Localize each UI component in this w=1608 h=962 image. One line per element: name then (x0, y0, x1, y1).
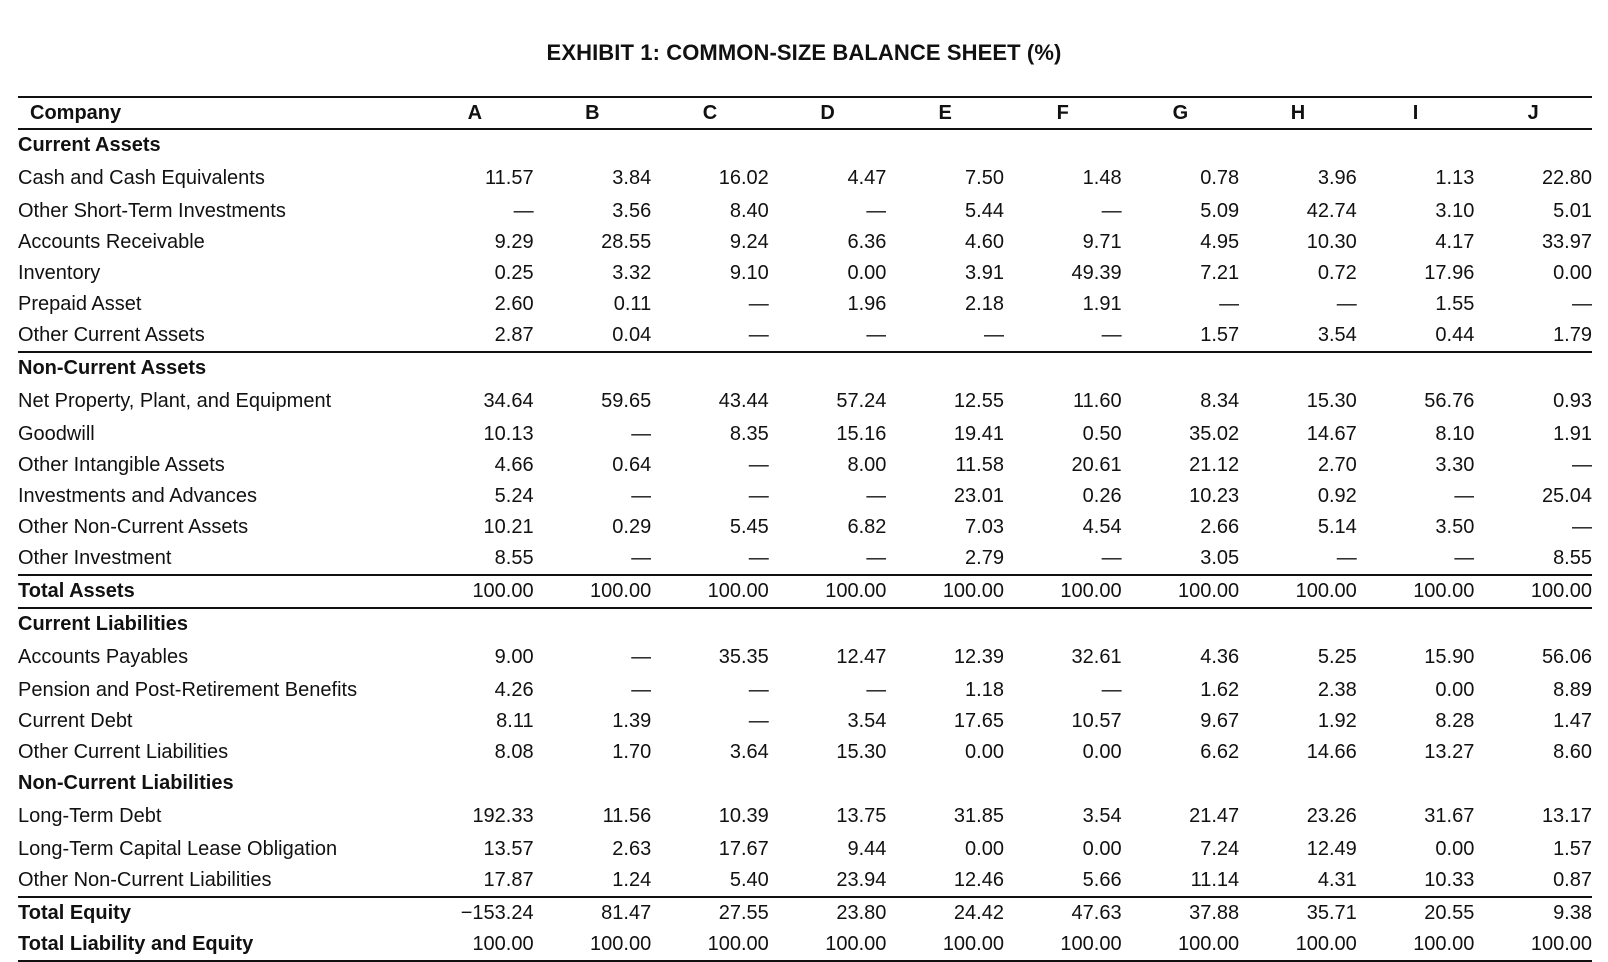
value-cell: 1.13 (1435, 167, 1475, 189)
value-cell: 0.04 (612, 324, 652, 346)
value-cell: — (1572, 293, 1592, 315)
value-cell: 33.97 (1541, 231, 1592, 253)
value-cell: — (1101, 324, 1122, 346)
value-cell: — (748, 324, 769, 346)
value-cell: 100.00 (1122, 929, 1240, 961)
value-cell: 100.00 (886, 575, 1004, 608)
value-cell: 7.03 (965, 516, 1004, 538)
value-cell: 3.56 (612, 200, 652, 222)
value-cell: 10.39 (718, 805, 769, 827)
value-cell: 17.87 (483, 869, 534, 891)
value-cell: 5.66 (1082, 869, 1122, 891)
section-header-row (18, 352, 1592, 384)
value-cell: 25.04 (1541, 485, 1592, 507)
value-cell: 19.41 (953, 423, 1004, 445)
value-cell: — (748, 710, 769, 732)
value-cell: 9.71 (1082, 231, 1122, 253)
table-row (18, 834, 1592, 865)
row-label: Other Intangible Assets (18, 454, 225, 476)
value-cell: 8.00 (847, 454, 887, 476)
value-cell: 17.67 (718, 838, 769, 860)
value-cell: 11.56 (602, 805, 652, 827)
value-cell: 0.00 (965, 838, 1004, 860)
value-cell: 3.54 (847, 710, 887, 732)
value-cell: 0.29 (612, 516, 652, 538)
value-cell: 9.10 (729, 262, 769, 284)
value-cell: 1.96 (847, 293, 887, 315)
value-cell: 100.00 (769, 929, 887, 961)
value-cell: — (631, 547, 652, 569)
column-header: J (1474, 97, 1592, 129)
value-cell: — (1572, 516, 1592, 538)
value-cell: 13.27 (1424, 741, 1475, 763)
value-cell: −153.24 (416, 897, 534, 929)
total-row (18, 897, 1592, 929)
value-cell: — (748, 454, 769, 476)
row-label: Other Current Assets (18, 324, 205, 346)
table-row (18, 675, 1592, 706)
header-company-label: Company (18, 97, 416, 129)
value-cell: — (1219, 293, 1240, 315)
value-cell: — (1101, 200, 1122, 222)
row-label: Total Assets (18, 575, 416, 608)
value-cell: 100.00 (1122, 575, 1240, 608)
value-cell: — (866, 679, 887, 701)
value-cell: — (631, 485, 652, 507)
value-cell: 0.64 (612, 454, 652, 476)
value-cell: — (748, 679, 769, 701)
row-label: Other Non-Current Liabilities (18, 869, 272, 891)
value-cell: 100.00 (1474, 929, 1592, 961)
value-cell: 2.70 (1317, 454, 1357, 476)
value-cell: 5.25 (1317, 646, 1357, 668)
value-cell: 3.84 (612, 167, 652, 189)
table-row (18, 196, 1592, 227)
value-cell: 1.91 (1082, 293, 1122, 315)
value-cell: 100.00 (1239, 929, 1357, 961)
value-cell: 100.00 (534, 929, 652, 961)
value-cell: 17.65 (953, 710, 1004, 732)
table-row (18, 384, 1592, 419)
row-label: Accounts Payables (18, 646, 189, 668)
value-cell: 8.28 (1435, 710, 1475, 732)
value-cell: — (631, 679, 652, 701)
total-row (18, 575, 1592, 608)
value-cell: 7.21 (1200, 262, 1240, 284)
value-cell: 11.58 (955, 454, 1004, 476)
value-cell: 3.54 (1317, 324, 1357, 346)
value-cell: 8.89 (1553, 679, 1592, 701)
column-header: G (1122, 97, 1240, 129)
value-cell: 4.36 (1200, 646, 1240, 668)
value-cell: 4.66 (494, 454, 534, 476)
value-cell: 20.61 (1071, 454, 1122, 476)
value-cell: 3.50 (1435, 516, 1475, 538)
value-cell: 0.72 (1317, 262, 1357, 284)
value-cell: 2.87 (494, 324, 534, 346)
table-row (18, 512, 1592, 543)
value-cell: 10.33 (1424, 869, 1475, 891)
column-header: H (1239, 97, 1357, 129)
row-label: Net Property, Plant, and Equipment (18, 390, 332, 412)
column-header: I (1357, 97, 1475, 129)
value-cell: — (866, 324, 887, 346)
value-cell: — (748, 293, 769, 315)
value-cell: 0.00 (965, 741, 1004, 763)
table-row (18, 737, 1592, 768)
value-cell: 1.91 (1553, 423, 1592, 445)
value-cell: 1.79 (1553, 324, 1592, 346)
value-cell: — (748, 547, 769, 569)
value-cell: 3.10 (1435, 200, 1475, 222)
value-cell: — (1101, 679, 1122, 701)
value-cell: 10.23 (1189, 485, 1240, 507)
value-cell: 5.45 (729, 516, 769, 538)
table-row (18, 450, 1592, 481)
value-cell: — (866, 547, 887, 569)
value-cell: 8.55 (1553, 547, 1592, 569)
value-cell: 0.00 (847, 262, 887, 284)
value-cell: 0.92 (1317, 485, 1357, 507)
column-header: D (769, 97, 887, 129)
value-cell: 12.39 (953, 646, 1004, 668)
value-cell: 2.18 (965, 293, 1004, 315)
value-cell: 14.67 (1306, 423, 1357, 445)
table-row (18, 258, 1592, 289)
column-header: B (534, 97, 652, 129)
value-cell: 2.60 (494, 293, 534, 315)
value-cell: 100.00 (534, 575, 652, 608)
section-label: Current Assets (18, 134, 161, 156)
value-cell: 11.60 (1073, 390, 1122, 412)
value-cell: 0.78 (1200, 167, 1240, 189)
value-cell: 8.10 (1435, 423, 1475, 445)
value-cell: 3.05 (1200, 547, 1240, 569)
value-cell: 2.38 (1317, 679, 1357, 701)
value-cell: — (1454, 485, 1475, 507)
value-cell: 1.55 (1435, 293, 1475, 315)
value-cell: 15.16 (836, 423, 887, 445)
row-label: Other Investment (18, 547, 172, 569)
value-cell: 1.57 (1553, 838, 1592, 860)
value-cell: 0.00 (1435, 838, 1475, 860)
value-cell: 23.94 (836, 869, 887, 891)
value-cell: 5.01 (1553, 200, 1592, 222)
section-header-row (18, 608, 1592, 640)
value-cell: 20.55 (1357, 897, 1475, 929)
value-cell: 6.62 (1200, 741, 1240, 763)
table-body (18, 129, 1592, 961)
column-header: F (1004, 97, 1122, 129)
value-cell: 0.93 (1553, 390, 1592, 412)
table-row (18, 161, 1592, 196)
value-cell: 4.31 (1317, 869, 1357, 891)
value-cell: 47.63 (1004, 897, 1122, 929)
value-cell: 35.71 (1239, 897, 1357, 929)
table-row (18, 419, 1592, 450)
value-cell: 16.02 (718, 167, 769, 189)
value-cell: 100.00 (651, 929, 769, 961)
value-cell: 10.21 (483, 516, 534, 538)
value-cell: 49.39 (1071, 262, 1122, 284)
row-label: Total Liability and Equity (18, 929, 416, 961)
value-cell: 17.96 (1424, 262, 1475, 284)
value-cell: 5.24 (494, 485, 534, 507)
value-cell: 8.40 (729, 200, 769, 222)
value-cell: 56.06 (1541, 646, 1592, 668)
section-label: Non-Current Assets (18, 352, 1592, 384)
row-label: Cash and Cash Equivalents (18, 167, 265, 189)
value-cell: 1.39 (612, 710, 652, 732)
value-cell: 15.30 (836, 741, 887, 763)
value-cell: 1.48 (1082, 167, 1122, 189)
value-cell: 1.47 (1553, 710, 1592, 732)
value-cell: 4.47 (847, 167, 887, 189)
value-cell: 10.13 (483, 423, 534, 445)
value-cell: 100.00 (416, 929, 534, 961)
row-label: Long-Term Debt (18, 805, 162, 827)
value-cell: 12.47 (836, 646, 887, 668)
value-cell: 4.95 (1200, 231, 1240, 253)
value-cell: 12.55 (953, 390, 1004, 412)
value-cell: — (1336, 547, 1357, 569)
value-cell: 192.33 (472, 805, 534, 827)
value-cell: 56.76 (1424, 390, 1475, 412)
value-cell: 34.64 (483, 390, 534, 412)
value-cell: 23.80 (769, 897, 887, 929)
value-cell: 13.75 (836, 805, 887, 827)
value-cell: 9.24 (729, 231, 769, 253)
value-cell: 100.00 (886, 929, 1004, 961)
value-cell: 9.00 (494, 646, 534, 668)
value-cell: 100.00 (1004, 575, 1122, 608)
value-cell: 37.88 (1122, 897, 1240, 929)
column-header: C (651, 97, 769, 129)
table-row (18, 865, 1592, 897)
value-cell: 3.91 (965, 262, 1004, 284)
value-cell: 59.65 (601, 390, 652, 412)
value-cell: 21.12 (1189, 454, 1240, 476)
row-label: Prepaid Asset (18, 293, 142, 315)
value-cell: 13.57 (483, 838, 534, 860)
section-label: Non-Current Liabilities (18, 772, 234, 794)
balance-sheet-table (18, 96, 1592, 962)
value-cell: 24.42 (886, 897, 1004, 929)
table-row (18, 227, 1592, 258)
value-cell: 5.09 (1200, 200, 1240, 222)
column-header: E (886, 97, 1004, 129)
row-label: Pension and Post-Retirement Benefits (18, 679, 358, 701)
value-cell: 31.67 (1424, 805, 1475, 827)
value-cell: 15.30 (1306, 390, 1357, 412)
value-cell: 8.55 (494, 547, 534, 569)
value-cell: 0.00 (1082, 741, 1122, 763)
value-cell: 22.80 (1541, 167, 1592, 189)
value-cell: 1.24 (612, 869, 652, 891)
value-cell: 35.02 (1189, 423, 1240, 445)
value-cell: 5.44 (965, 200, 1004, 222)
value-cell: 11.14 (1190, 869, 1240, 891)
value-cell: 0.00 (1435, 679, 1475, 701)
value-cell: 1.92 (1317, 710, 1357, 732)
value-cell: 8.08 (494, 741, 534, 763)
value-cell: 3.32 (612, 262, 652, 284)
value-cell: 10.57 (1071, 710, 1122, 732)
value-cell: 2.79 (965, 547, 1004, 569)
value-cell: 0.44 (1435, 324, 1475, 346)
table-row (18, 543, 1592, 575)
value-cell: 0.11 (613, 293, 652, 315)
value-cell: 9.29 (494, 231, 534, 253)
value-cell: 0.00 (1082, 838, 1122, 860)
value-cell: 11.57 (485, 167, 534, 189)
value-cell: 35.35 (718, 646, 769, 668)
value-cell: 4.17 (1435, 231, 1475, 253)
value-cell: 100.00 (1474, 575, 1592, 608)
value-cell: 43.44 (718, 390, 769, 412)
value-cell: — (631, 646, 652, 668)
value-cell: 100.00 (769, 575, 887, 608)
value-cell: 14.66 (1306, 741, 1357, 763)
value-cell: 8.35 (729, 423, 769, 445)
value-cell: — (1101, 547, 1122, 569)
table-row (18, 320, 1592, 352)
value-cell: 23.26 (1306, 805, 1357, 827)
row-label: Goodwill (18, 423, 95, 445)
value-cell: — (866, 200, 887, 222)
total-row (18, 929, 1592, 961)
value-cell: 8.34 (1200, 390, 1240, 412)
value-cell: — (748, 485, 769, 507)
value-cell: 9.44 (847, 838, 887, 860)
value-cell: 15.90 (1424, 646, 1475, 668)
value-cell: 32.61 (1071, 646, 1122, 668)
value-cell: 6.36 (847, 231, 887, 253)
table-row (18, 481, 1592, 512)
value-cell: 100.00 (651, 575, 769, 608)
value-cell: — (1336, 293, 1357, 315)
value-cell: 6.82 (847, 516, 887, 538)
table-row (18, 289, 1592, 320)
value-cell: 0.87 (1553, 869, 1592, 891)
value-cell: — (513, 200, 534, 222)
value-cell: 0.25 (494, 262, 534, 284)
table-row (18, 706, 1592, 737)
value-cell: 0.00 (1553, 262, 1592, 284)
header-row (18, 97, 1592, 129)
value-cell: 2.63 (612, 838, 652, 860)
value-cell: 3.96 (1317, 167, 1357, 189)
value-cell: 42.74 (1306, 200, 1357, 222)
row-label: Accounts Receivable (18, 231, 205, 253)
value-cell: 81.47 (534, 897, 652, 929)
value-cell: — (1572, 454, 1592, 476)
section-header-row (18, 129, 1592, 161)
value-cell: 100.00 (1357, 929, 1475, 961)
value-cell: 100.00 (1239, 575, 1357, 608)
value-cell: 12.49 (1306, 838, 1357, 860)
row-label: Investments and Advances (18, 485, 258, 507)
value-cell: 57.24 (836, 390, 887, 412)
section-header-row (18, 768, 1592, 799)
row-label: Other Current Liabilities (18, 741, 229, 763)
section-label: Current Liabilities (18, 613, 189, 635)
value-cell: 12.46 (953, 869, 1004, 891)
value-cell: — (983, 324, 1004, 346)
value-cell: 9.67 (1200, 710, 1240, 732)
value-cell: 3.64 (729, 741, 769, 763)
value-cell: — (631, 423, 652, 445)
value-cell: 4.60 (965, 231, 1004, 253)
value-cell: 8.60 (1553, 741, 1592, 763)
value-cell: 0.26 (1082, 485, 1122, 507)
value-cell: 31.85 (953, 805, 1004, 827)
exhibit-title: EXHIBIT 1: COMMON-SIZE BALANCE SHEET (%) (546, 40, 1062, 65)
row-label: Other Short-Term Investments (18, 200, 286, 222)
row-label: Inventory (18, 262, 101, 284)
value-cell: 0.50 (1082, 423, 1122, 445)
value-cell: 4.54 (1082, 516, 1122, 538)
value-cell: 1.57 (1200, 324, 1240, 346)
column-header: A (416, 97, 534, 129)
value-cell: 5.40 (729, 869, 769, 891)
value-cell: 100.00 (1004, 929, 1122, 961)
value-cell: 28.55 (601, 231, 652, 253)
value-cell: 4.26 (494, 679, 534, 701)
value-cell: 100.00 (416, 575, 534, 608)
value-cell: 3.54 (1082, 805, 1122, 827)
value-cell: 2.66 (1200, 516, 1240, 538)
row-label: Long-Term Capital Lease Obligation (18, 838, 338, 860)
row-label: Total Equity (18, 897, 416, 929)
value-cell: 13.17 (1541, 805, 1592, 827)
table-row (18, 799, 1592, 834)
value-cell: 8.11 (496, 710, 534, 732)
value-cell: 3.30 (1435, 454, 1475, 476)
value-cell: 21.47 (1189, 805, 1240, 827)
value-cell: 23.01 (953, 485, 1004, 507)
value-cell: 7.24 (1200, 838, 1240, 860)
row-label: Current Debt (18, 710, 133, 732)
value-cell: 100.00 (1357, 575, 1475, 608)
value-cell: — (1454, 547, 1475, 569)
value-cell: 1.70 (612, 741, 652, 763)
row-label: Other Non-Current Assets (18, 516, 249, 538)
value-cell: 27.55 (651, 897, 769, 929)
table-row (18, 640, 1592, 675)
value-cell: — (866, 485, 887, 507)
value-cell: 7.50 (965, 167, 1004, 189)
value-cell: 10.30 (1306, 231, 1357, 253)
value-cell: 1.62 (1200, 679, 1240, 701)
value-cell: 1.18 (965, 679, 1004, 701)
value-cell: 9.38 (1474, 897, 1592, 929)
value-cell: 5.14 (1317, 516, 1357, 538)
